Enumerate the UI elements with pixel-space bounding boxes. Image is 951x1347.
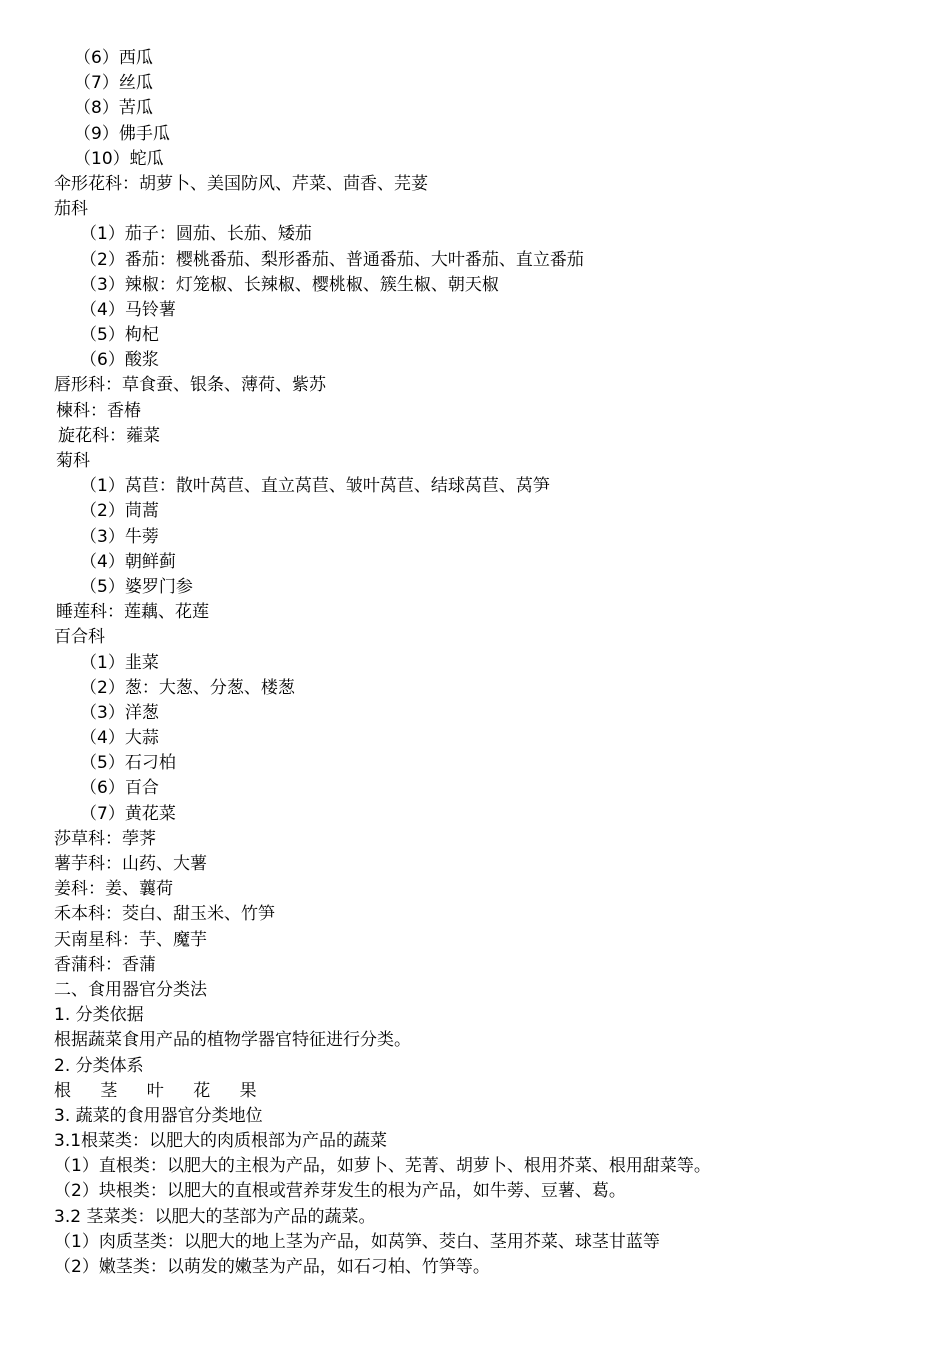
subsection-heading: 2. 分类体系 [54,1055,144,1076]
text-line: 根 茎 叶 花 果 [54,1080,269,1101]
text-line: 姜科：姜、蘘荷 [54,879,173,900]
text-line: （3）辣椒：灯笼椒、长辣椒、樱桃椒、簇生椒、朝天椒 [80,274,499,295]
text-line: （5）枸杞 [80,325,159,346]
section-heading: 茄科 [54,199,88,220]
text-line: （1）莴苣：散叶莴苣、直立莴苣、皱叶莴苣、结球莴苣、莴笋 [80,476,550,497]
text-line: （1）直根类：以肥大的主根为产品，如萝卜、芜菁、胡萝卜、根用芥菜、根用甜菜等。 [54,1156,711,1177]
text-line: （7）黄花菜 [80,803,176,824]
text-line: （4）朝鲜蓟 [80,551,176,572]
section-heading: 菊科 [56,451,90,471]
text-line: 莎草科：荸荠 [54,828,156,849]
text-line: （6）酸浆 [80,350,159,371]
section-heading: 百合科 [54,627,105,648]
text-line: 3.2 茎菜类：以肥大的茎部为产品的蔬菜。 [54,1206,376,1227]
subsection-heading: 3. 蔬菜的食用器官分类地位 [54,1105,263,1126]
text-line: （5）婆罗门参 [80,576,193,597]
text-line: （3）洋葱 [80,702,159,723]
text-line: （2）块根类：以肥大的直根或营养芽发生的根为产品，如牛蒡、豆薯、葛。 [54,1181,626,1202]
text-line: （1）茄子：圆茄、长茄、矮茄 [80,224,312,245]
text-line: （6）百合 [80,778,159,799]
text-line: （4）大蒜 [80,728,159,749]
text-line: 楝科：香椿 [56,400,141,421]
text-line: （9）佛手瓜 [74,123,170,144]
text-line: （2）番茄：樱桃番茄、梨形番茄、普通番茄、大叶番茄、直立番茄 [80,249,584,270]
text-line: （7）丝瓜 [74,73,153,94]
text-line: 伞形花科：胡萝卜、美国防风、芹菜、茴香、芫荽 [54,173,428,194]
text-line: （1）韭菜 [80,652,159,673]
text-line: 睡莲科：莲藕、花莲 [56,602,209,623]
text-line: 3.1根菜类：以肥大的肉质根部为产品的蔬菜 [54,1131,388,1152]
text-line: 根据蔬菜食用产品的植物学器官特征进行分类。 [54,1030,411,1051]
subsection-heading: 1. 分类依据 [54,1005,144,1026]
text-line: 薯芋科：山药、大薯 [54,854,207,874]
text-line: （2）嫩茎类：以萌发的嫩茎为产品，如石刁柏、竹笋等。 [54,1257,490,1277]
text-line: （2）茼蒿 [80,501,159,522]
text-line: 天南星科：芋、魔芋 [54,929,207,950]
section-heading: 二、食用器官分类法 [54,979,207,1000]
text-line: （3）牛蒡 [80,526,159,547]
text-line: 旋花科：蕹菜 [58,425,160,446]
text-line: 禾本科：茭白、甜玉米、竹笋 [54,904,275,925]
document-body [54,46,934,1280]
text-line: 香蒲科：香蒲 [54,954,156,975]
text-line: （6）西瓜 [74,48,153,68]
text-line: （8）苦瓜 [74,98,153,119]
text-line: （5）石刁柏 [80,753,176,774]
text-line: （10）蛇瓜 [74,148,164,169]
text-line: （4）马铃薯 [80,299,176,320]
text-line: （1）肉质茎类：以肥大的地上茎为产品，如莴笋、茭白、茎用芥菜、球茎甘蓝等 [54,1231,660,1252]
text-line: 唇形科：草食蚕、银条、薄荷、紫苏 [54,375,326,396]
text-line: （2）葱：大葱、分葱、楼葱 [80,677,295,698]
